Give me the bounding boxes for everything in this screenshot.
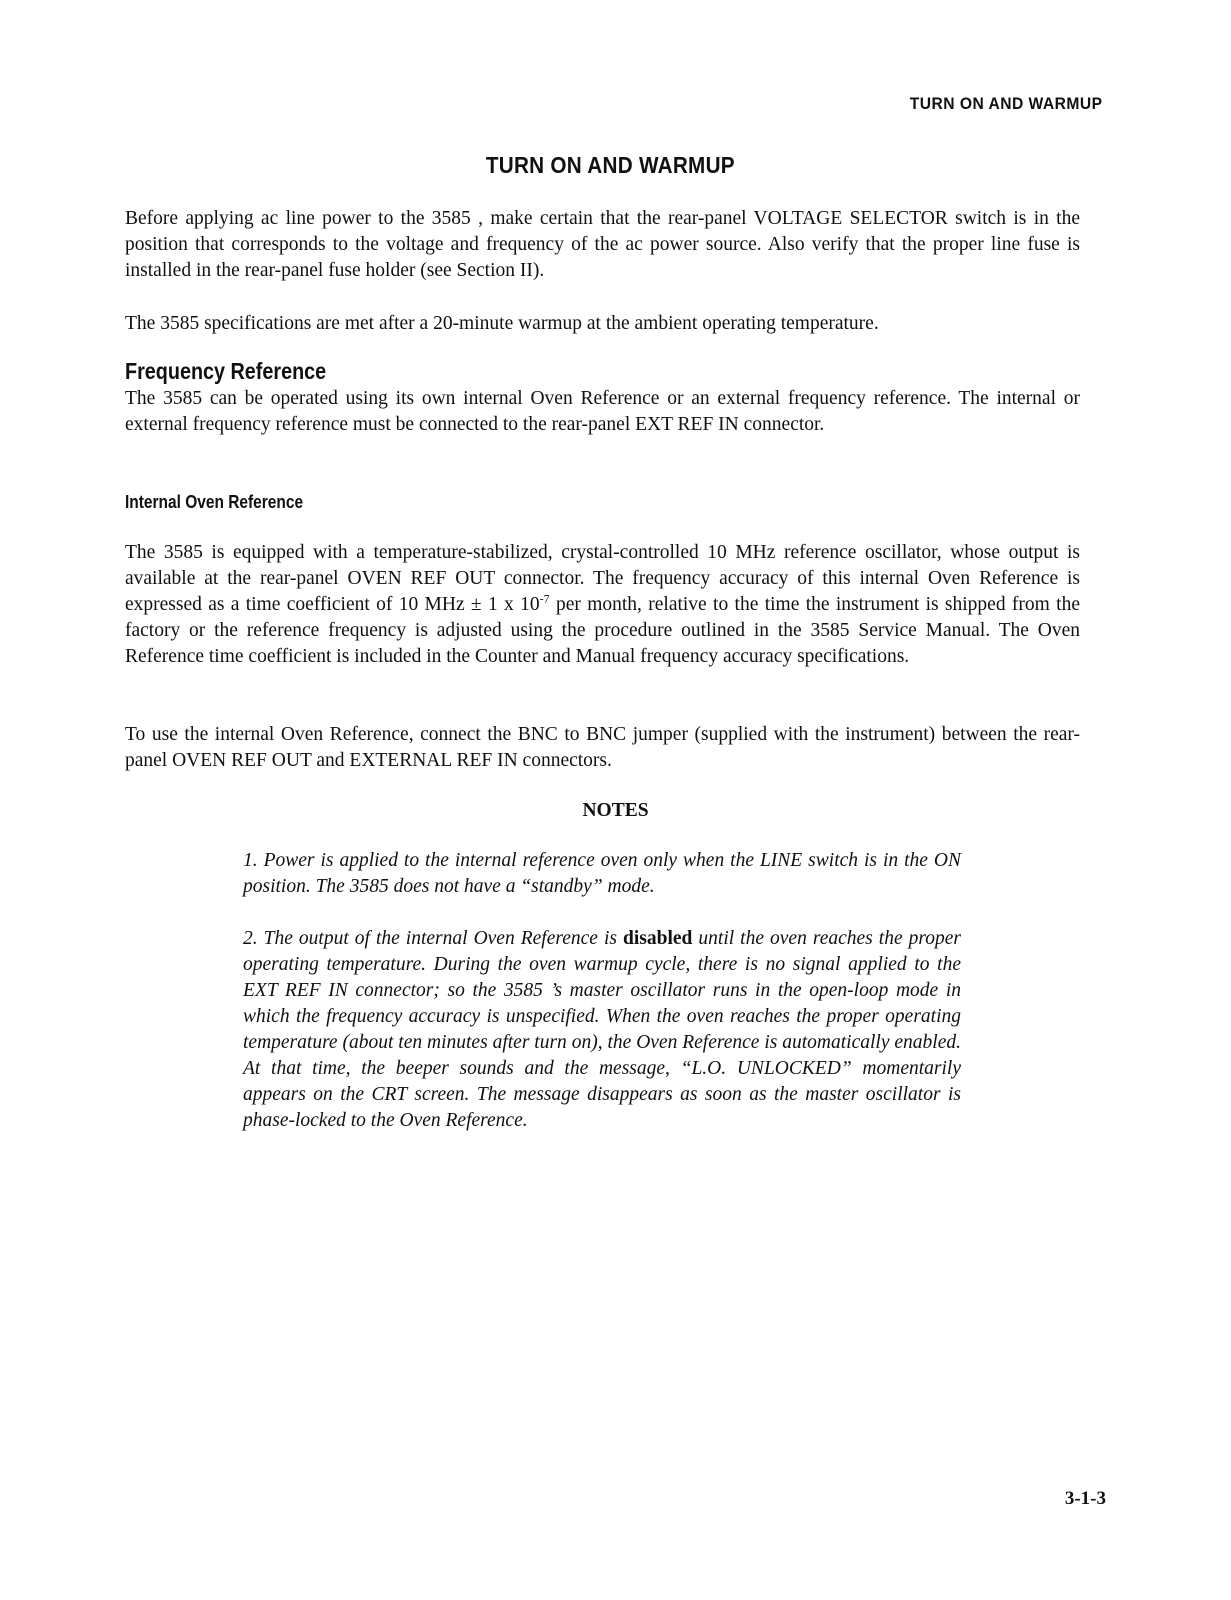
frequency-reference-paragraph: The 3585 can be operated using its own internal Oven Reference or an external frequency reference. The internal or external frequency reference must be connected to the rear-panel EXT REF IN connector. bbox=[125, 388, 1080, 435]
intro-paragraph-2: The 3585 specifications are met after a 20-minute warmup at the ambient operating temperature. bbox=[125, 313, 879, 334]
note-2-part-2: until the oven reaches the proper operating temperature. During the oven warmup cycle, there is no signal applied to the EXT REF IN connector; so the 3585 ’s master oscillator runs in the open-loop mode in which the frequency accuracy is unspecified. When the oven reaches the proper operating temperature (about ten minutes after turn on), the Oven Reference is automatically enabled. At that time, the beeper sounds and the message, “L.O. UNLOCKED” momentarily appears on the CRT screen. The message disappears as soon as the master oscillator is phase-locked to the Oven Reference. bbox=[243, 928, 961, 1131]
running-header: TURN ON AND WARMUP bbox=[910, 94, 1103, 113]
note-2-emphasis: disabled bbox=[623, 928, 693, 949]
intro-paragraph-1: Before applying ac line power to the 3585 , make certain that the rear-panel VOLTAGE SELECTOR switch is in the position that corresponds to the voltage and frequency of the ac power source. Also verify that the proper line fuse is installed in the rear-panel fuse holder (see Section II). bbox=[125, 208, 1080, 281]
notes-heading: NOTES bbox=[582, 800, 649, 821]
note-2-part-1: 2. The output of the internal Oven Reference is bbox=[243, 928, 623, 949]
internal-oven-reference-paragraph bbox=[125, 540, 1080, 670]
oven-paragraph-part-1: The 3585 is equipped with a temperature-stabilized, crystal-controlled 10 MHz reference oscillator, whose output is available at the rear-panel OVEN REF OUT connector. The frequency accuracy of this internal Oven Reference is expressed as a time coefficient of 10 MHz ± 1 x 10 bbox=[125, 542, 1080, 615]
page-title bbox=[0, 152, 1231, 179]
oven-usage-paragraph: To use the internal Oven Reference, connect the BNC to BNC jumper (supplied with the instrument) between the rear-panel OVEN REF OUT and EXTERNAL REF IN connectors. bbox=[125, 724, 1080, 771]
exponent: -7 bbox=[539, 591, 550, 606]
note-1: 1. Power is applied to the internal reference oven only when the LINE switch is in the ON position. The 3585 does not have a “standby” mode. bbox=[243, 850, 961, 897]
page-title-text: TURN ON AND WARMUP bbox=[485, 152, 736, 178]
note-2 bbox=[243, 926, 961, 1134]
oven-paragraph-part-2: per month, relative to the time the instrument is shipped from the factory or the reference frequency is adjusted using the procedure outlined in the 3585 Service Manual. The Oven Reference time coefficient is included in the Counter and Manual frequency accuracy specifications. bbox=[125, 594, 1080, 667]
frequency-reference-heading: Frequency Reference bbox=[125, 358, 327, 384]
internal-oven-reference-heading: Internal Oven Reference bbox=[125, 492, 304, 512]
page-number: 3-1-3 bbox=[1064, 1488, 1106, 1509]
